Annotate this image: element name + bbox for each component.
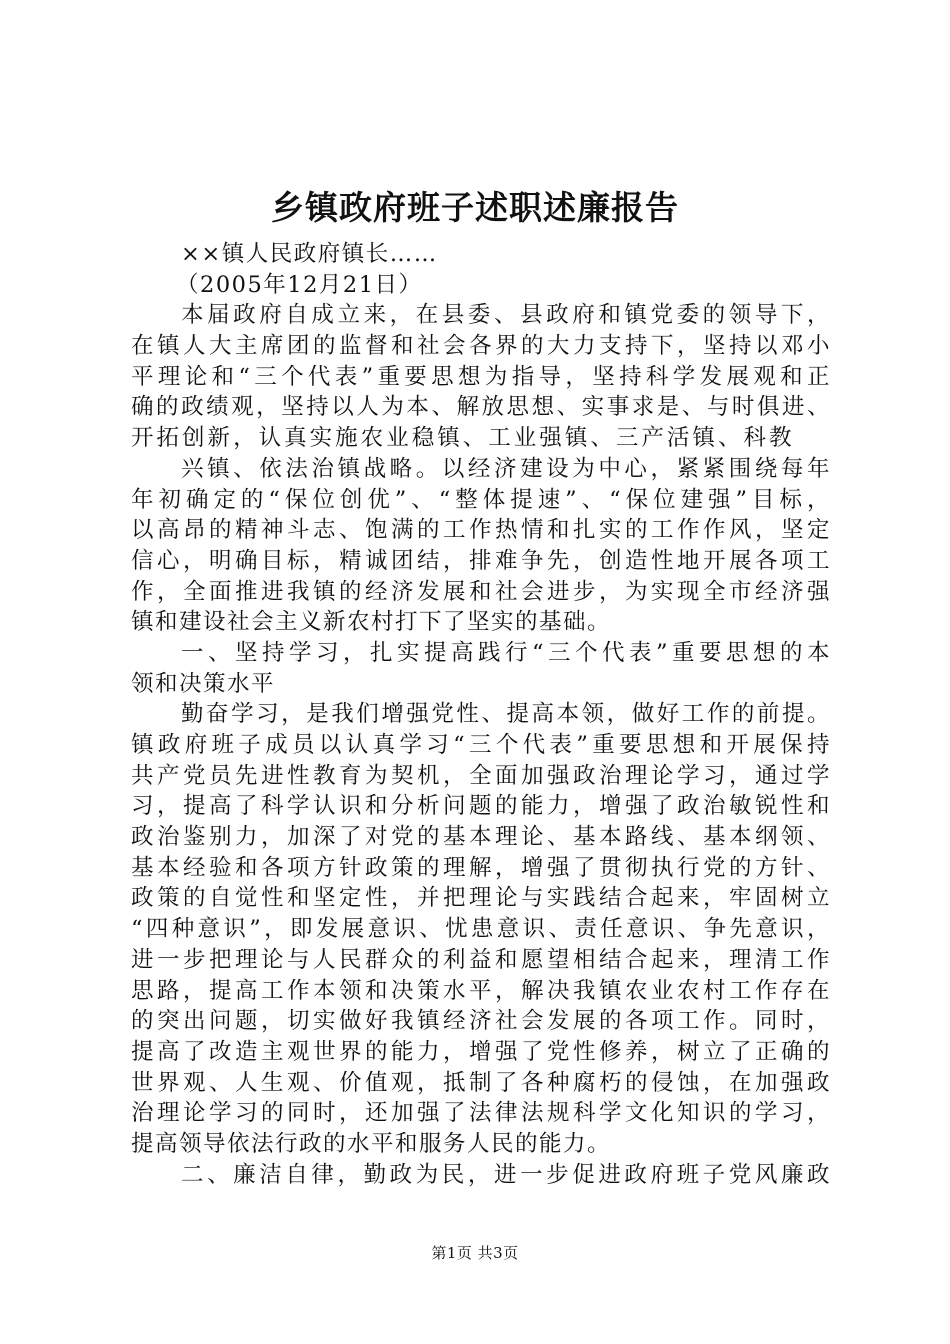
body-line: 政策的自觉性和坚定性，并把理论与实践结合起来，牢固树立: [131, 885, 831, 912]
body-line: 镇和建设社会主义新农村打下了坚实的基础。: [131, 609, 612, 636]
body-line: 年初确定的“保位创优”、“整体提速”、“保位建强”目标，: [131, 486, 831, 513]
document-body: [131, 239, 831, 1190]
body-line: 进一步把理论与人民群众的利益和愿望相结合起来，理清工作: [131, 946, 831, 973]
body-line: 基本经验和各项方针政策的理解，增强了贯彻执行党的方针、: [131, 854, 831, 881]
body-line: 确的政绩观，坚持以人为本、解放思想、实事求是、与时俱进、: [131, 394, 831, 421]
document-title: 乡镇政府班子述职述廉报告: [271, 188, 679, 227]
body-line: 治理论学习的同时，还加强了法律法规科学文化知识的学习，: [131, 1100, 831, 1127]
body-line: 信心，明确目标，精诚团结，排难争先，创造性地开展各项工: [131, 547, 831, 574]
body-line: 的突出问题，切实做好我镇经济社会发展的各项工作。同时，: [131, 1008, 831, 1035]
section-heading-2: 二、廉洁自律，勤政为民，进一步促进政府班子党风廉政: [181, 1161, 831, 1188]
body-line: 以高昂的精神斗志、饱满的工作热情和扎实的工作作风，坚定: [131, 517, 831, 544]
body-line: 本届政府自成立来，在县委、县政府和镇党委的领导下，: [181, 302, 831, 329]
body-line: 世界观、人生观、价值观，抵制了各种腐朽的侵蚀，在加强政: [131, 1069, 831, 1096]
body-line: 勤奋学习，是我们增强党性、提高本领，做好工作的前提。: [181, 701, 831, 728]
body-line: 开拓创新，认真实施农业稳镇、工业强镇、三产活镇、科教: [131, 425, 793, 452]
page-number: 第1页 共3页: [431, 1244, 519, 1262]
author-line: ××镇人民政府镇长……: [181, 241, 438, 267]
section-heading-1: 一、坚持学习，扎实提高践行“三个代表”重要思想的本: [181, 639, 831, 666]
date-line: （2005年12月21日）: [176, 271, 423, 298]
body-line: 政治鉴别力，加深了对党的基本理论、基本路线、基本纲领、: [131, 824, 831, 851]
body-line: 兴镇、依法治镇战略。以经济建设为中心，紧紧围绕每年: [181, 455, 831, 482]
section-heading-1-cont: 领和决策水平: [131, 670, 276, 697]
body-line: 习，提高了科学认识和分析问题的能力，增强了政治敏锐性和: [131, 793, 831, 820]
body-line: 在镇人大主席团的监督和社会各界的大力支持下，坚持以邓小: [131, 333, 831, 360]
body-line: 思路，提高工作本领和决策水平，解决我镇农业农村工作存在: [131, 977, 831, 1004]
body-line: 提高领导依法行政的水平和服务人民的能力。: [131, 1130, 612, 1157]
body-line: 共产党员先进性教育为契机，全面加强政治理论学习，通过学: [131, 762, 831, 789]
body-line: 平理论和“三个代表”重要思想为指导，坚持科学发展观和正: [131, 363, 831, 390]
body-line: 作，全面推进我镇的经济发展和社会进步，为实现全市经济强: [131, 578, 831, 605]
body-line: 镇政府班子成员以认真学习“三个代表”重要思想和开展保持: [131, 732, 831, 758]
body-line: 提高了改造主观世界的能力，增强了党性修养，树立了正确的: [131, 1038, 831, 1065]
body-line: “四种意识”，即发展意识、忧患意识、责任意识、争先意识，: [131, 916, 831, 943]
